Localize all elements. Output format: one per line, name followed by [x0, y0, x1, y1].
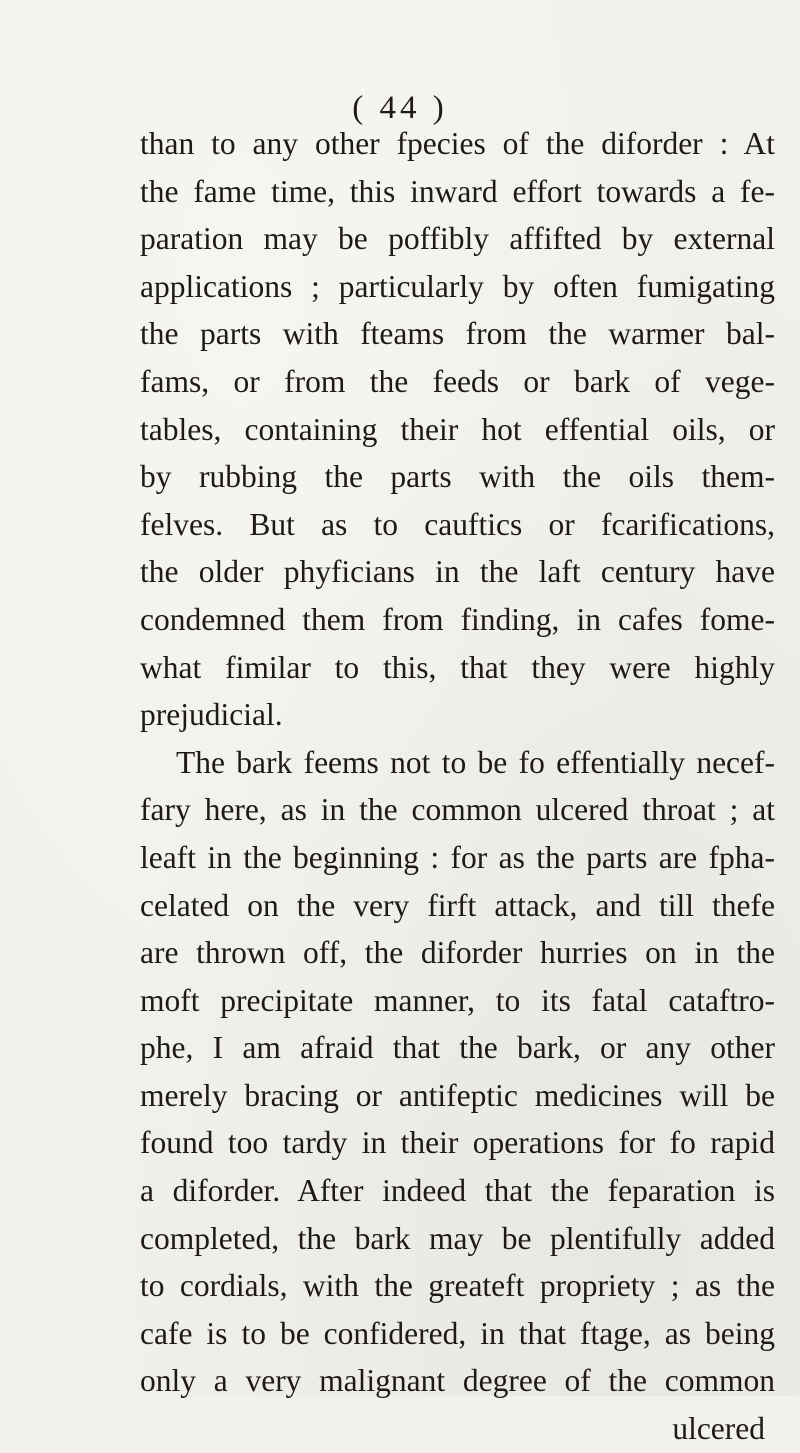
text-line: fams, or from the feeds or bark of vege-: [140, 363, 775, 399]
catchword: ulcered: [672, 1411, 765, 1447]
text-line: completed, the bark may be plentifully added: [140, 1220, 775, 1256]
text-line: are thrown off, the diforder hurries on in the: [140, 935, 775, 971]
text-line: phe, I am afraid that the bark, or any other: [140, 1030, 775, 1066]
text-line: by rubbing the parts with the oils them-: [140, 459, 775, 495]
text-line: The bark feems not to be fo effentially necef-: [176, 744, 775, 780]
text-line: moft precipitate manner, to its fatal cataftro-: [140, 982, 775, 1018]
text-line: leaft in the beginning : for as the parts are fpha-: [140, 839, 775, 875]
text-line: paration may be poffibly affifted by external: [140, 221, 775, 257]
text-line: only a very malignant degree of the common: [140, 1363, 775, 1399]
text-line: felves. But as to cauftics or fcarifications,: [140, 506, 775, 542]
text-line: the fame time, this inward effort towards a fe-: [140, 173, 775, 209]
text-line: a diforder. After indeed that the feparation is: [140, 1173, 775, 1209]
text-line: applications ; particularly by often fumigating: [140, 268, 775, 304]
text-line: cafe is to be confidered, in that ftage, as being: [140, 1315, 775, 1351]
text-line: prejudicial.: [140, 697, 283, 733]
text-line: found too tardy in their operations for fo rapid: [140, 1125, 775, 1161]
text-line: the older phyficians in the laft century have: [140, 554, 775, 590]
text-line: celated on the very firft attack, and till thefe: [140, 887, 775, 923]
text-line: condemned them from finding, in cafes fome-: [140, 601, 775, 637]
text-line: fary here, as in the common ulcered throat ; at: [140, 792, 775, 828]
text-line: merely bracing or antifeptic medicines will be: [140, 1077, 775, 1113]
text-line: than to any other fpecies of the diforder : At: [140, 126, 775, 161]
text-line: what fimilar to this, that they were highly: [140, 649, 775, 685]
text-line: the parts with fteams from the warmer bal-: [140, 316, 775, 352]
body-text: [140, 120, 775, 1453]
text-line: to cordials, with the greateft propriety ; as the: [140, 1268, 775, 1304]
page-number: ( 44 ): [352, 90, 448, 126]
text-line: tables, containing their hot effential oils, or: [140, 411, 775, 447]
